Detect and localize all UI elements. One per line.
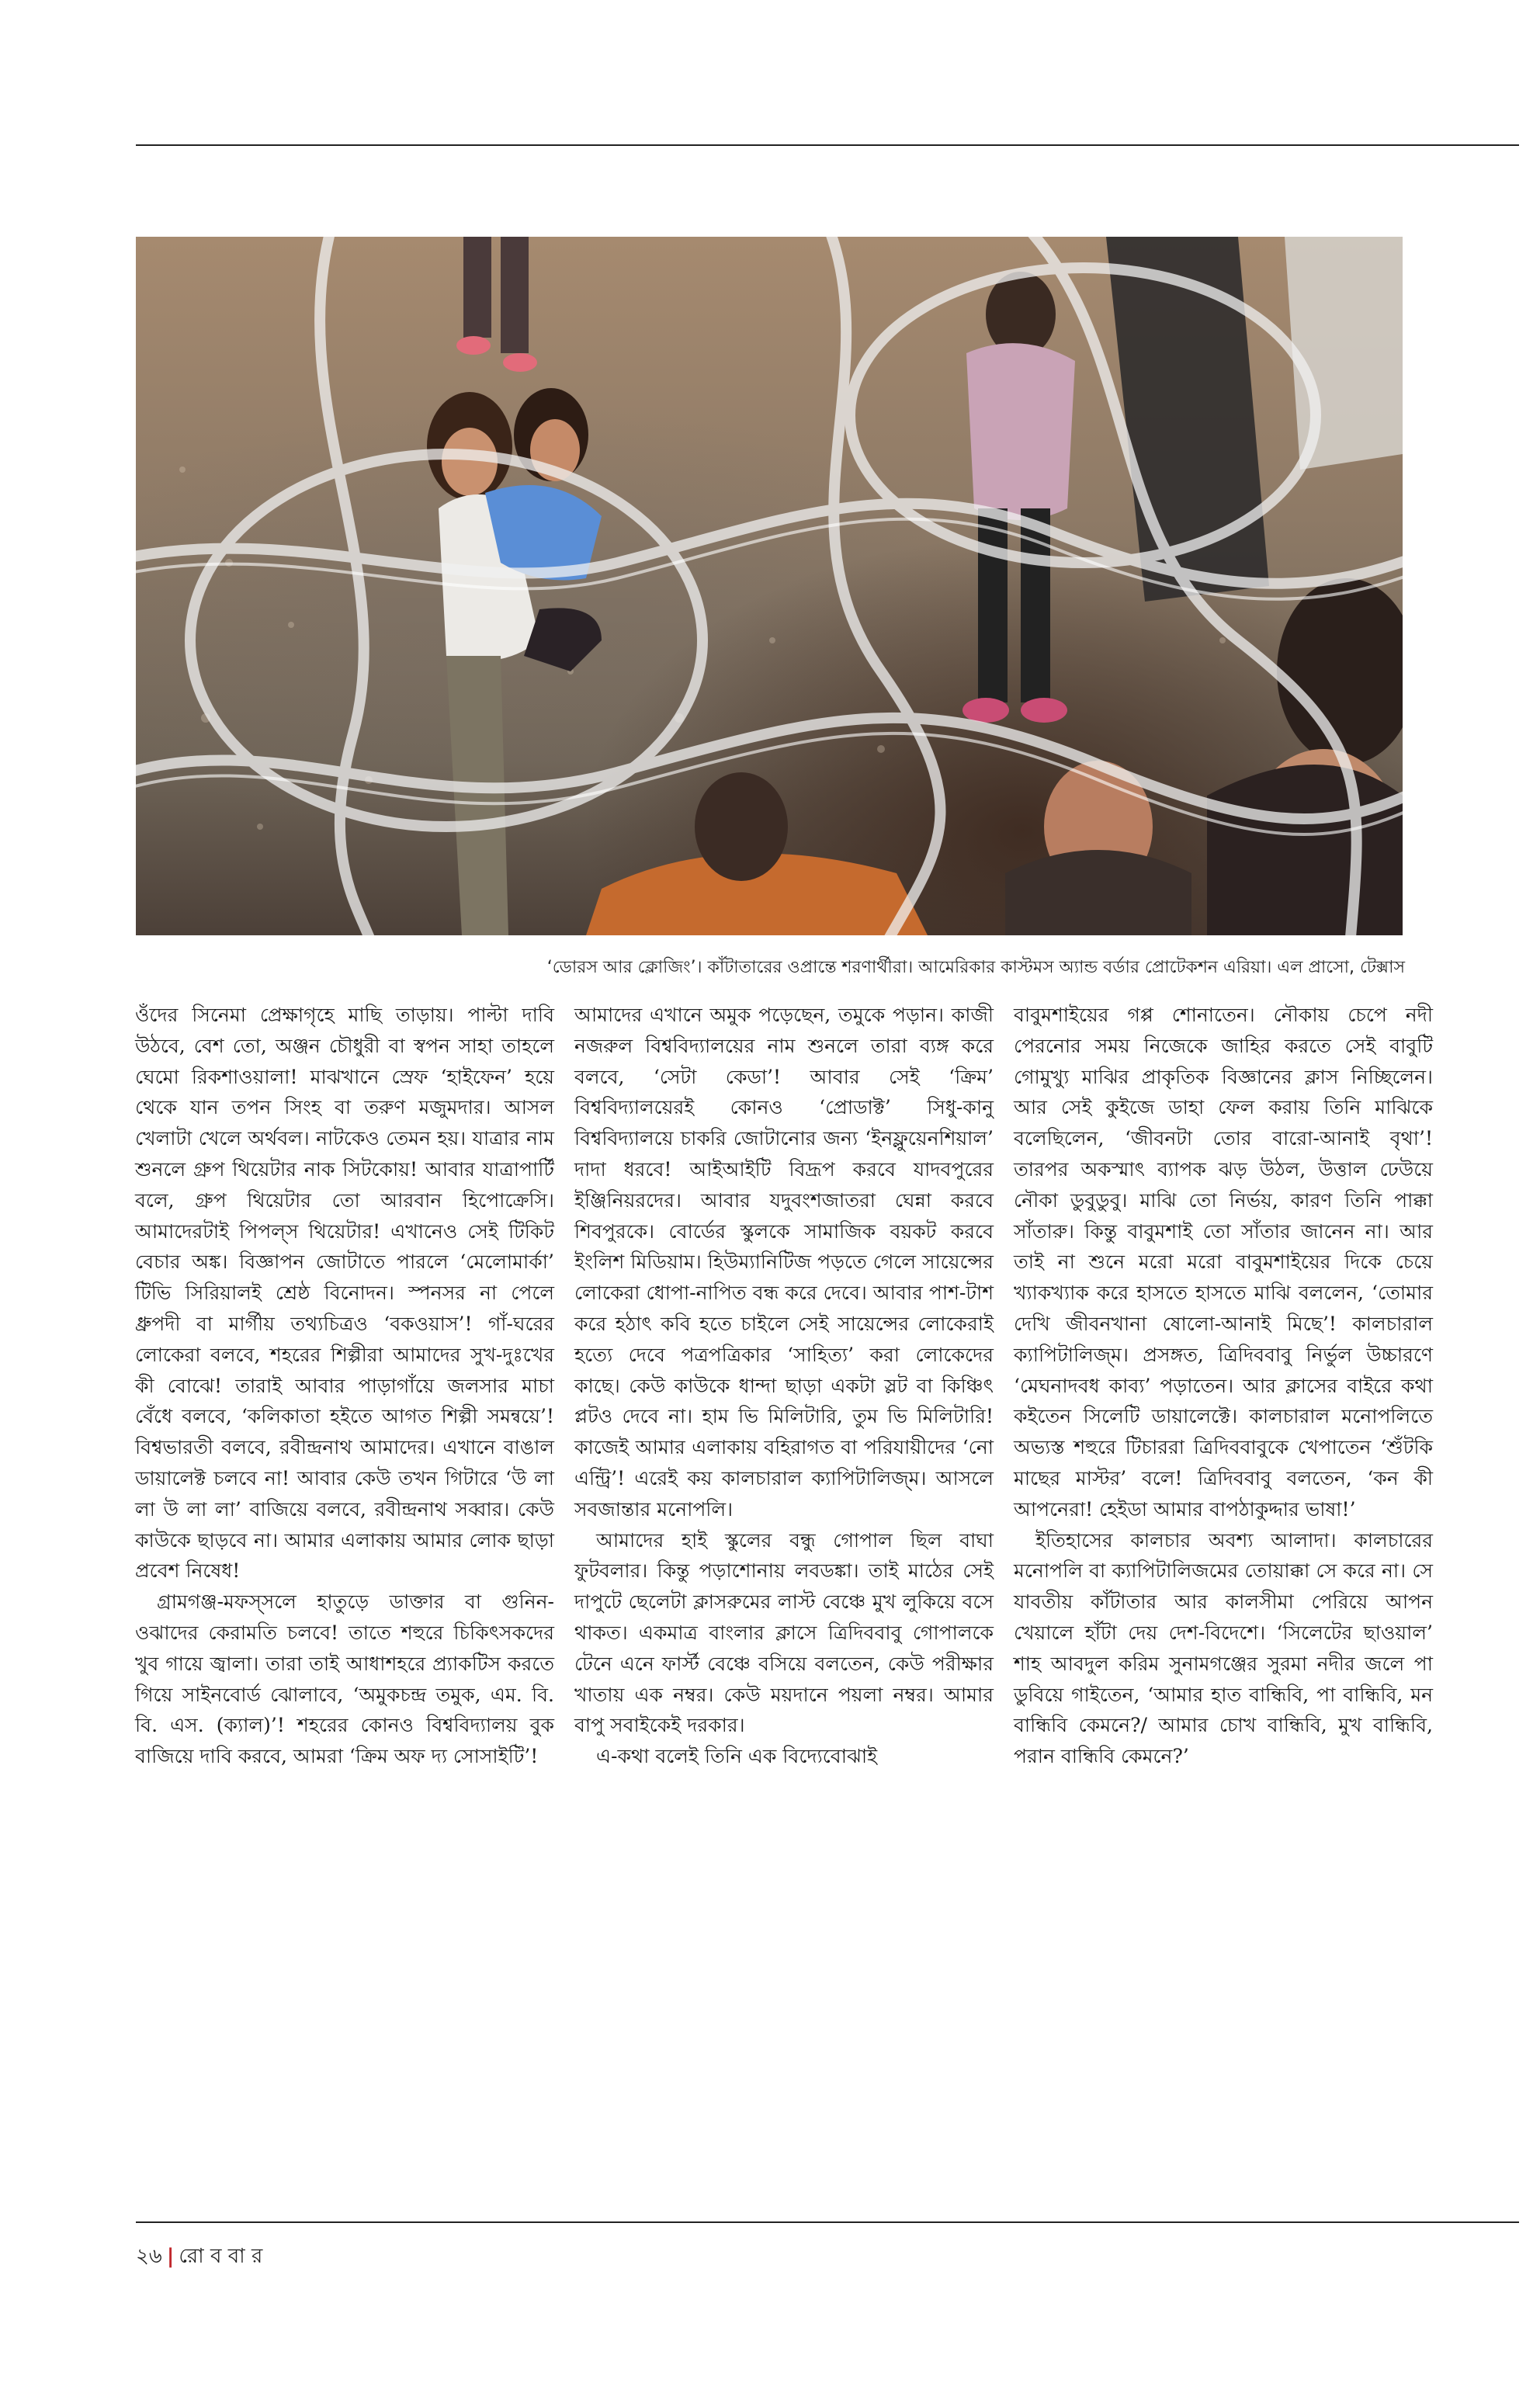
page-footer [136,2240,262,2274]
photo-illustration [136,237,1403,935]
paragraph: এ-কথা বলেই তিনি এক বিদ্যেবোঝাই [596,1745,878,1768]
publication-name: রো ব বা র [179,2245,263,2268]
paragraph: ওঁদের সিনেমা প্রেক্ষাগৃহে মাছি তাড়ায়। পাল্টা দাবি উঠবে, বেশ তো, অঞ্জন চৌধুরী বা স্বপন সাহা তাহলে ঘেমো রিকশাওয়ালা! মাঝখানে স্রেফ ‘হাইফেন’ হয়ে থেকে যান তপন সিংহ বা তরুণ মজুমদার। আসল খেলাটা খেলে অর্থবল। নাটকেও তেমন হয়। যাত্রার নাম শুনলে গ্রুপ থিয়েটার নাক সিটকোয়! আবার যাত্রাপার্টি বলে, গ্রুপ থিয়েটার তো আরবান হিপোক্রেসি। আমাদেরটাই পিপল্‌স থিয়েটার! এখানেও সেই টিকিট বেচার অঙ্ক। বিজ্ঞাপন জোটাতে পারলে ‘মেলোমার্কা’ টিভি সিরিয়ালই শ্রেষ্ঠ বিনোদন। স্পনসর না পেলে ধ্রুপদী বা মার্গীয় তথ্যচিত্রও ‘বকওয়াস’! গাঁ-ঘরের লোকেরা বলবে, শহরের শিল্পীরা আমাদের সুখ-দুঃখের কী বোঝে! তারাই আবার পাড়াগাঁয়ে জলসার মাচা বেঁধে বলবে, ‘কলিকাতা হইতে আগত শিল্পী সমন্বয়ে’! বিশ্বভারতী বলবে, রবীন্দ্রনাথ আমাদের। এখানে বাঙাল ডায়ালেক্ট চলবে না! আবার কেউ তখন গিটারে ‘উ লা লা উ লা লা’ বাজিয়ে বলবে, রবীন্দ্রনাথ সব্বার। কেউ কাউকে ছাড়বে না। আমার এলাকায় আমার লোক ছাড়া প্রবেশ নিষেধ! [135,1004,554,1583]
paragraph: বাবুমশাইয়ের গপ্প শোনাতেন। নৌকায় চেপে নদী পেরনোর সময় নিজেকে জাহির করতে সেই বাবুটি গোমুখ্যু মাঝির প্রাকৃতিক বিজ্ঞানের ক্লাস নিচ্ছিলেন। আর সেই কুইজে ডাহা ফেল করায় তিনি মাঝিকে বলেছিলেন, ‘জীবনটা তোর বারো-আনাই বৃথা’! তারপর অকস্মাৎ ব্যাপক ঝড় উঠল, উত্তাল ঢেউয়ে নৌকা ডুবুডুবু। মাঝি তো নির্ভয়, কারণ তিনি পাক্কা সাঁতারু। কিন্তু বাবুমশাই তো সাঁতার জানেন না। আর তাই না শুনে মরো মরো বাবুমশাইয়ের দিকে চেয়ে খ্যাকখ্যাক করে হাসতে হাসতে মাঝি বললেন, ‘তোমার দেখি জীবনখানা ষোলো-আনাই মিছে’! কালচারাল ক্যাপিটালিজ্‌ম। প্রসঙ্গত, ত্রিদিববাবু নির্ভুল উচ্চারণে ‘মেঘনাদবধ কাব্য’ পড়াতেন। আর ক্লাসের বাইরে কথা কইতেন সিলেটি ডায়ালেক্টে। কালচারাল মনোপলিতে অভ্যস্ত শহুরে টিচাররা ত্রিদিববাবুকে খেপাতেন ‘শুঁটকি মাছের মাস্টর’ বলে! ত্রিদিববাবু বলতেন, ‘কন কী আপনেরা! হেইডা আমার বাপঠাকুদ্দার ভাষা!’ [1014,1004,1433,1521]
bottom-rule [136,2221,1519,2223]
article-column-1 [135,1000,554,1772]
page-number: ২৬ [136,2245,162,2268]
article-column-2 [574,1000,994,1772]
article-photo [136,237,1403,935]
paragraph: গ্রামগঞ্জ-মফস্‌সলে হাতুড়ে ডাক্তার বা গুনিন-ওঝাদের কেরামতি চলবে! তাতে শহুরে চিকিৎসকদের খুব গায়ে জ্বালা। তারা তাই আধাশহরে প্র্যাকটিস করতে গিয়ে সাইনবোর্ড ঝোলাবে, ‘অমুকচন্দ্র তমুক, এম. বি. বি. এস. (ক্যাল)’! শহরের কোনও বিশ্ববিদ্যালয় বুক বাজিয়ে দাবি করবে, আমরা ‘ক্রিম অফ দ্য সোসাইটি’! [135,1590,554,1768]
paragraph: আমাদের হাই স্কুলের বন্ধু গোপাল ছিল বাঘা ফুটবলার। কিন্তু পড়াশোনায় লবডঙ্কা। তাই মাঠের সেই দাপুটে ছেলেটা ক্লাসরুমের লাস্ট বেঞ্চে মুখ লুকিয়ে বসে থাকত। একমাত্র বাংলার ক্লাসে ত্রিদিববাবু গোপালকে টেনে এনে ফার্স্ট বেঞ্চে বসিয়ে বলতেন, কেউ পরীক্ষার খাতায় এক নম্বর। কেউ ময়দানে পয়লা নম্বর। আমার বাপু সবাইকেই দরকার। [574,1528,994,1737]
article-column-3 [1014,1000,1433,1772]
footer-separator: | [166,2245,175,2268]
paragraph: আমাদের এখানে অমুক পড়েছেন, তমুকে পড়ান। কাজী নজরুল বিশ্ববিদ্যালয়ের নাম শুনলে তারা ব্যঙ্গ করে বলবে, ‘সেটা কেডা’! আবার সেই ‘ক্রিম’ বিশ্ববিদ্যালয়েরই কোনও ‘প্রোডাক্ট’ সিধু-কানু বিশ্ববিদ্যালয়ে চাকরি জোটানোর জন্য ‘ইনফ্লুয়েনশিয়াল’ দাদা ধরবে! আইআইটি বিদ্রূপ করবে যাদবপুরের ইঞ্জিনিয়রদের। আবার যদুবংশজাতরা ঘেন্না করবে শিবপুরকে। বোর্ডের স্কুলকে সামাজিক বয়কট করবে ইংলিশ মিডিয়াম। হিউম্যানিটিজ পড়তে গেলে সায়েন্সের লোকেরা ধোপা-নাপিত বন্ধ করে দেবে। আবার পাশ-টাশ করে হঠাৎ কবি হতে চাইলে সেই সায়েন্সের লোকেরাই হত্যে দেবে পত্রপত্রিকার ‘সাহিত্য’ করা লোকেদের কাছে। কেউ কাউকে ধান্দা ছাড়া একটা স্লট বা কিঞ্চিৎ প্লটও দেবে না। হাম ভি মিলিটারি, তুম ভি মিলিটারি! কাজেই আমার এলাকায় বহিরাগত বা পরিযায়ীদের ‘নো এন্ট্রি’! এরেই কয় কালচারাল ক্যাপিটালিজ্‌ম। আসলে সবজান্তার মনোপলি। [574,1004,994,1521]
photo-caption: ‘ডোরস আর ক্লোজিং’। কাঁটাতারের ওপ্রান্তে শরণার্থীরা। আমেরিকার কাস্টমস অ্যান্ড বর্ডার প্রোটেকশন এরিয়া। এল প্রাসো, টেক্সাস [546,958,1405,977]
top-rule [136,144,1519,146]
paragraph: ইতিহাসের কালচার অবশ্য আলাদা। কালচারের মনোপলি বা ক্যাপিটালিজমের তোয়াক্কা সে করে না। সে যাবতীয় কাঁটাতার আর কালসীমা পেরিয়ে আপন খেয়ালে হাঁটা দেয় দেশ-বিদেশে। ‘সিলেটের ছাওয়াল’ শাহ আবদুল করিম সুনামগঞ্জের সুরমা নদীর জলে পা ডুবিয়ে গাইতেন, ‘আমার হাত বান্ধিবি, পা বান্ধিবি, মন বান্ধিবি কেমনে?/ আমার চোখ বান্ধিবি, মুখ বান্ধিবি, পরান বান্ধিবি কেমনে?’ [1014,1528,1433,1768]
